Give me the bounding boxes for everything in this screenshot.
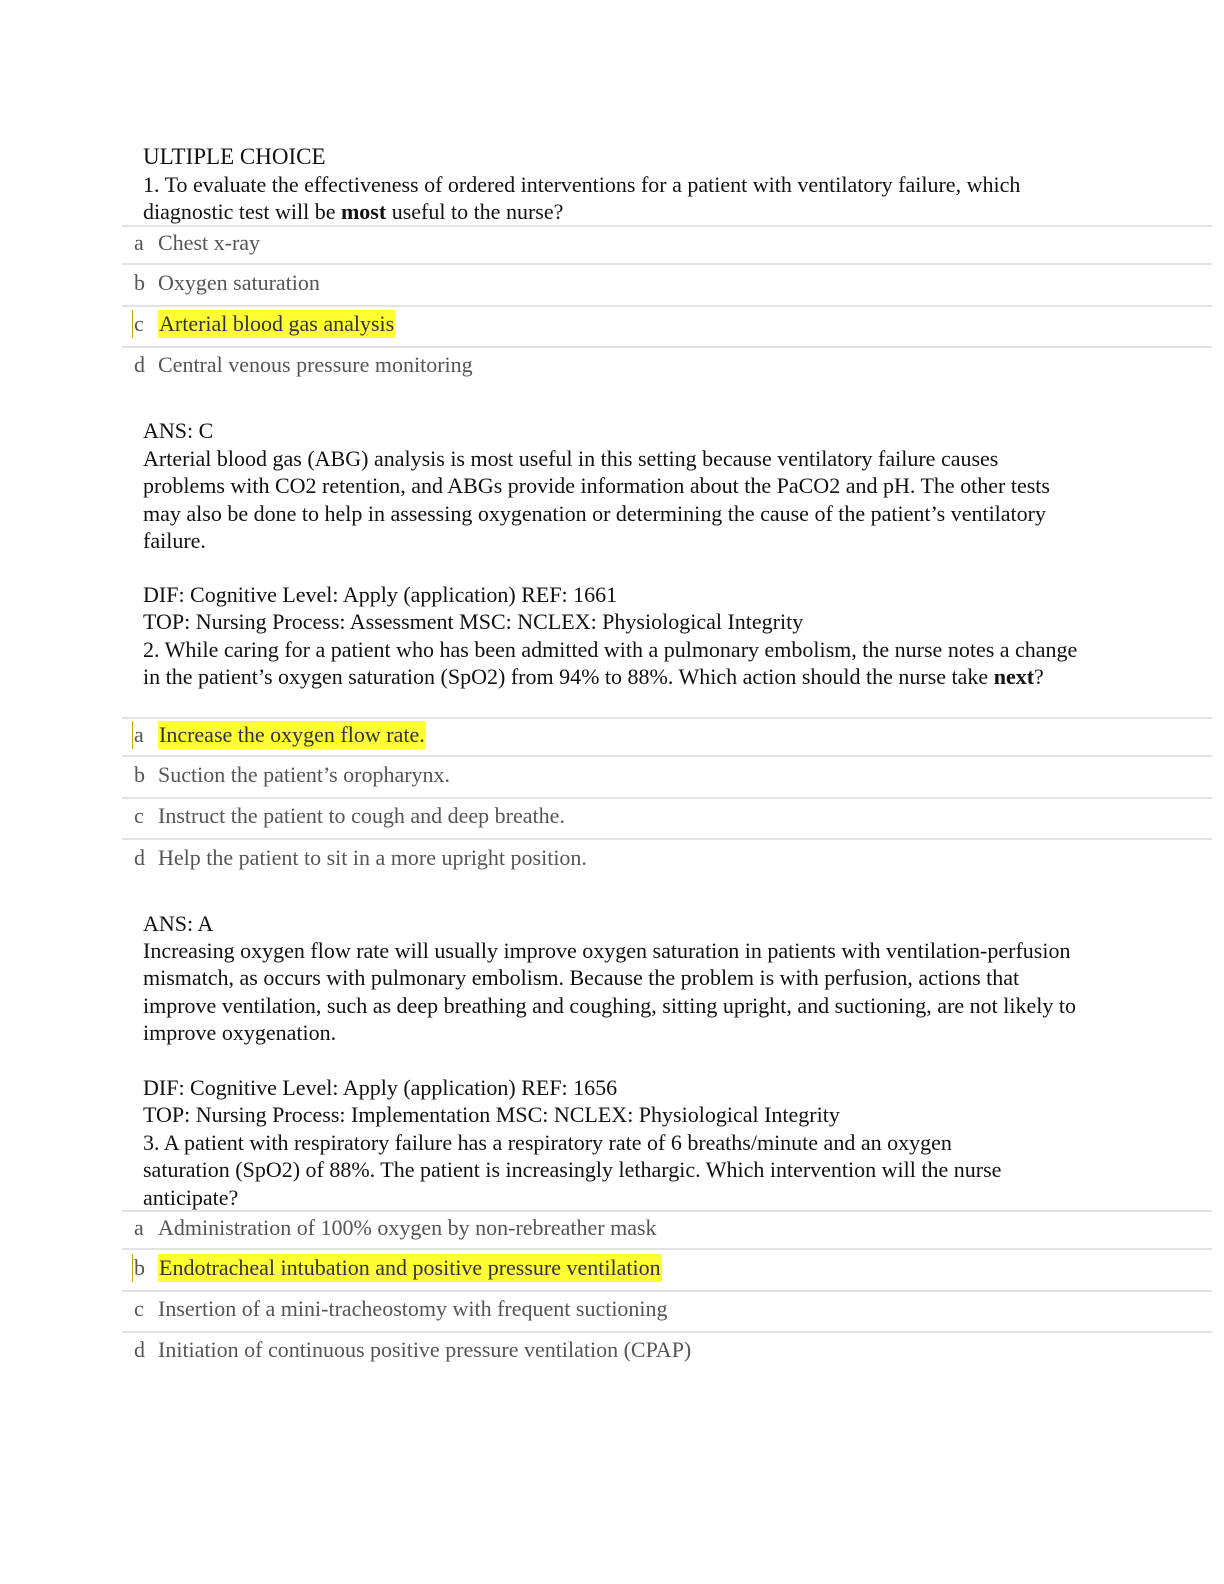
- question-1-stem: 1. To evaluate the effectiveness of ordered interventions for a patient with ventilatory failure, which diagnostic test will be most useful to the nurse?: [143, 172, 1021, 225]
- q1-option-d[interactable]: [122, 349, 1212, 389]
- option-letter: a: [134, 722, 144, 747]
- q1-option-c-correct[interactable]: [122, 308, 1212, 348]
- option-text: Instruct the patient to cough and deep breathe.: [158, 803, 565, 828]
- q2-dif: DIF: Cognitive Level: Apply (application) REF: 1656: [143, 1075, 618, 1100]
- q1-top: TOP: Nursing Process: Assessment MSC: NCLEX: Physiological Integrity: [143, 609, 804, 634]
- q1-option-b[interactable]: [122, 267, 1212, 307]
- option-text: Insertion of a mini-tracheostomy with frequent suctioning: [158, 1296, 668, 1321]
- q2-option-c[interactable]: [122, 800, 1212, 840]
- option-letter: c: [134, 1296, 144, 1321]
- option-letter: a: [134, 1215, 144, 1240]
- option-letter: d: [134, 845, 145, 870]
- option-text: Oxygen saturation: [158, 270, 320, 295]
- q3-option-b-correct[interactable]: [122, 1252, 1212, 1292]
- option-letter: d: [134, 1337, 145, 1362]
- option-letter: c: [134, 803, 144, 828]
- q2-option-a-correct[interactable]: [122, 717, 1212, 757]
- option-letter: b: [134, 270, 145, 295]
- q2-option-b[interactable]: [122, 759, 1212, 799]
- section-heading: ULTIPLE CHOICE: [143, 144, 326, 169]
- q1-rationale: Arterial blood gas (ABG) analysis is most useful in this setting because ventilatory failure causes problems with CO2 retention, and ABGs provide information about the PaCO2 and pH. The other tests may also be done to help in assessing oxygenation or determining the cause of the patient’s ventilatory failure.: [143, 446, 1050, 553]
- emphasis-next: next: [993, 664, 1035, 690]
- option-letter: a: [134, 230, 144, 255]
- option-letter: b: [134, 762, 145, 787]
- option-text: Suction the patient’s oropharynx.: [158, 762, 451, 787]
- q2-top: TOP: Nursing Process: Implementation MSC: NCLEX: Physiological Integrity: [143, 1102, 840, 1127]
- emphasis-most: most: [340, 199, 387, 225]
- option-text: Help the patient to sit in a more upright position.: [158, 845, 587, 870]
- q3-option-a[interactable]: [122, 1210, 1212, 1250]
- option-text: Central venous pressure monitoring: [158, 352, 473, 377]
- option-text-highlighted: Arterial blood gas analysis: [159, 311, 395, 336]
- q2-answer: ANS: A: [143, 911, 214, 936]
- q1-option-a[interactable]: [122, 225, 1212, 265]
- option-text: Chest x-ray: [158, 230, 261, 255]
- option-text: Initiation of continuous positive pressure ventilation (CPAP): [158, 1337, 692, 1362]
- option-text: Administration of 100% oxygen by non-rebreather mask: [158, 1215, 657, 1240]
- option-letter: b: [134, 1255, 145, 1280]
- q2-rationale: Increasing oxygen flow rate will usually improve oxygen saturation in patients with ventilation-perfusion mismatch, as occurs with pulmonary embolism. Because the problem is with perfusion, actions that improve ventilation, such as deep breathing and coughing, sitting upright, and suctioning, are not likely to improve oxygenation.: [143, 938, 1076, 1045]
- question-2-stem: 2. While caring for a patient who has been admitted with a pulmonary embolism, the nurse notes a change in the patient’s oxygen saturation (SpO2) from 94% to 88%. Which action should the nurse take next?: [143, 637, 1078, 690]
- option-letter: c: [134, 311, 144, 336]
- question-3-stem: 3. A patient with respiratory failure has a respiratory rate of 6 breaths/minute and an oxygen saturation (SpO2) of 88%. The patient is increasingly lethargic. Which intervention will the nurse anticipate?: [143, 1130, 1002, 1210]
- q1-answer: ANS: C: [143, 418, 214, 443]
- option-text-highlighted: Increase the oxygen flow rate.: [159, 722, 425, 747]
- q3-option-c[interactable]: [122, 1293, 1212, 1333]
- option-text-highlighted: Endotracheal intubation and positive pressure ventilation: [159, 1255, 661, 1280]
- q2-option-d[interactable]: [122, 842, 1212, 882]
- option-letter: d: [134, 352, 145, 377]
- q1-dif: DIF: Cognitive Level: Apply (application) REF: 1661: [143, 582, 618, 607]
- q3-option-d[interactable]: [122, 1334, 1212, 1374]
